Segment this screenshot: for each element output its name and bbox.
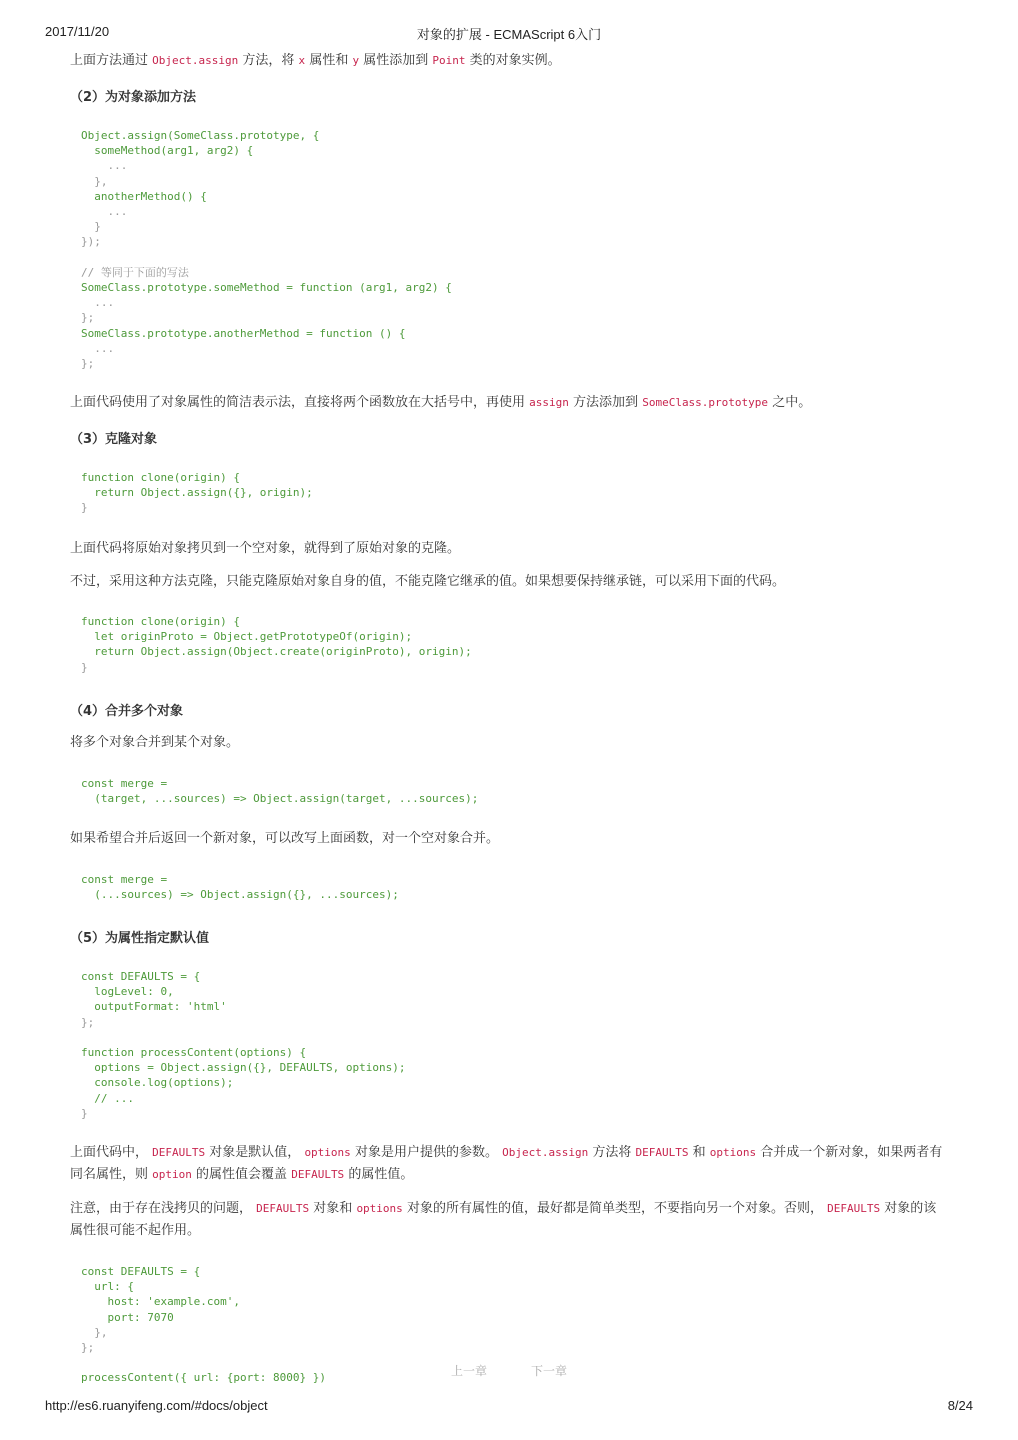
code-block-clone: function clone(origin) { return Object.assign({}, origin); } bbox=[81, 471, 313, 515]
inline-code: SomeClass.prototype bbox=[642, 396, 769, 409]
section-heading-add-methods: （2）为对象添加方法 bbox=[70, 90, 197, 105]
paragraph-shorthand: 上面代码使用了对象属性的简洁表示法，直接将两个函数放在大括号中，再使用 assign 方法添加到 SomeClass.prototype 之中。 bbox=[70, 395, 812, 410]
inline-code: options bbox=[356, 1202, 403, 1215]
inline-code: Object.assign bbox=[152, 54, 239, 67]
section-heading-clone: （3）克隆对象 bbox=[70, 432, 158, 447]
text: 属性添加到 bbox=[363, 53, 429, 68]
code-block-nested-defaults: const DEFAULTS = { url: { host: 'example.com', port: 7070 }, }; processContent({ url: {port: 8000} }) bbox=[81, 1265, 327, 1385]
paragraph-defaults-explain: 上面代码中， DEFAULTS 对象是默认值， options 对象是用户提供的参数。 Object.assign 方法将 DEFAULTS 和 options 合并成一个新对象，如果两者有同名属性，则 option 的属性值会覆盖 DEFAULTS 的属性值。 bbox=[70, 1145, 943, 1182]
paragraph-shallow-copy: 注意，由于存在浅拷贝的问题， DEFAULTS 对象和 options 对象的所有属性的值，最好都是简单类型，不要指向另一个对象。否则， DEFAULTS 对象的该属性很可能不起作用。 bbox=[70, 1201, 937, 1238]
print-title: 对象的扩展 - ECMAScript 6入门 bbox=[416, 27, 602, 42]
code-block-merge-new: const merge = (...sources) => Object.assign({}, ...sources); bbox=[81, 873, 399, 902]
inline-code: DEFAULTS bbox=[827, 1202, 881, 1215]
text: 类的对象实例。 bbox=[469, 53, 561, 68]
inline-code: assign bbox=[529, 396, 569, 409]
prev-chapter-link[interactable]: 上一章 bbox=[451, 1364, 488, 1378]
inline-code: x bbox=[298, 54, 306, 67]
inline-code: DEFAULTS bbox=[635, 1146, 689, 1159]
code-block-merge: const merge = (target, ...sources) => Object.assign(target, ...sources); bbox=[81, 777, 479, 806]
inline-code: y bbox=[352, 54, 360, 67]
text: 上面方法通过 bbox=[70, 53, 149, 68]
section-heading-defaults: （5）为属性指定默认值 bbox=[70, 931, 210, 946]
paragraph-merge-new: 如果希望合并后返回一个新对象，可以改写上面函数，对一个空对象合并。 bbox=[70, 831, 500, 846]
paragraph-clone-inherit: 不过，采用这种方法克隆，只能克隆原始对象自身的值，不能克隆它继承的值。如果想要保持继承链，可以采用下面的代码。 bbox=[70, 574, 786, 589]
print-url: http://es6.ruanyifeng.com/#docs/object bbox=[45, 1398, 268, 1413]
code-block-defaults: const DEFAULTS = { logLevel: 0, outputFormat: 'html' }; function processContent(options) { options = Object.assign({}, DEFAULTS, options); console.log(options); // ... } bbox=[81, 970, 406, 1120]
text: 属性和 bbox=[309, 53, 349, 68]
inline-code: Object.assign bbox=[502, 1146, 589, 1159]
code-block-add-methods: Object.assign(SomeClass.prototype, { someMethod(arg1, arg2) { ... }, anotherMethod() { ... } }); // 等同于下面的写法 SomeClass.prototype.someMethod = function (arg1, arg2) { ... }; SomeClass.prototype.anotherMethod = function () { ... }; bbox=[81, 129, 452, 371]
inline-code: Point bbox=[432, 54, 466, 67]
text: 方法，将 bbox=[242, 53, 295, 68]
section-heading-merge: （4）合并多个对象 bbox=[70, 704, 184, 719]
paragraph-assign-point bbox=[70, 50, 561, 72]
paragraph-clone-result: 上面代码将原始对象拷贝到一个空对象，就得到了原始对象的克隆。 bbox=[70, 541, 461, 556]
paragraph-merge: 将多个对象合并到某个对象。 bbox=[70, 735, 240, 750]
inline-code: DEFAULTS bbox=[152, 1146, 206, 1159]
inline-code: option bbox=[152, 1168, 192, 1181]
inline-code: options bbox=[304, 1146, 351, 1159]
print-date: 2017/11/20 bbox=[45, 24, 110, 39]
inline-code: DEFAULTS bbox=[291, 1168, 345, 1181]
inline-code: DEFAULTS bbox=[256, 1202, 310, 1215]
inline-code: options bbox=[709, 1146, 757, 1159]
code-block-clone-proto: function clone(origin) { let originProto = Object.getPrototypeOf(origin); return Object.assign(Object.create(originProto), origin); } bbox=[81, 615, 472, 674]
print-page-number: 8/24 bbox=[947, 1398, 973, 1413]
next-chapter-link[interactable]: 下一章 bbox=[531, 1364, 568, 1378]
